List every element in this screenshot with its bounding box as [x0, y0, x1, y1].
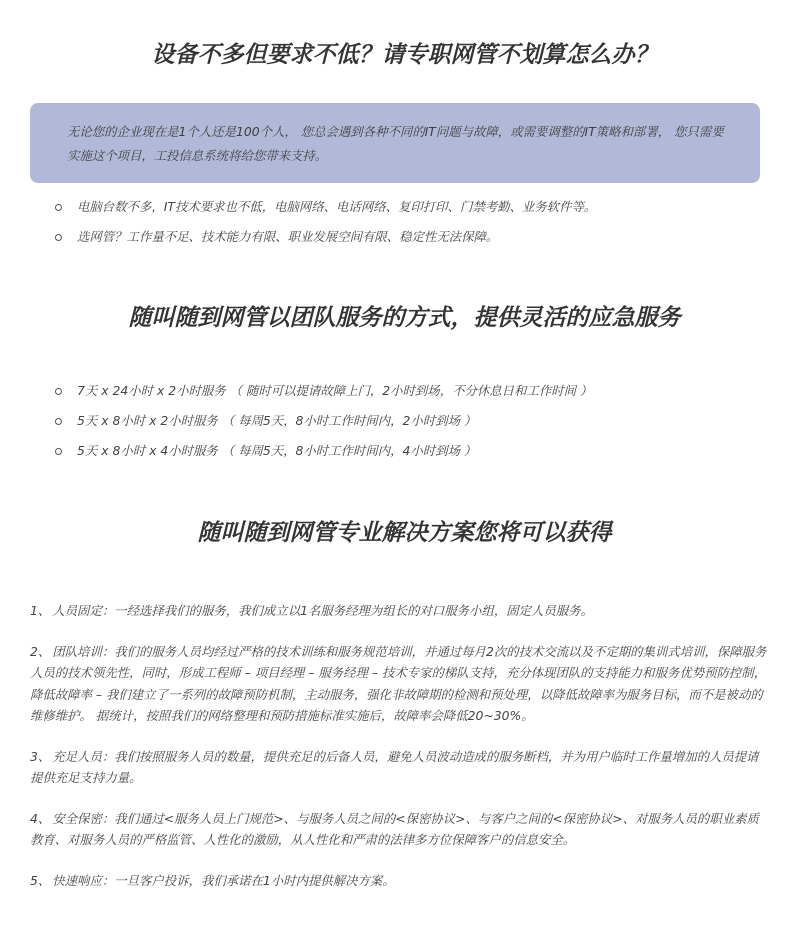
list-item [0, 376, 592, 406]
benefit-number: 1、 [30, 603, 51, 618]
benefit-paragraph [30, 808, 770, 851]
benefits-section [30, 600, 770, 910]
benefit-text: 人员固定：一经选择我们的服务，我们成立以1名服务经理为组长的对口服务小组，固定人员服务。 [52, 603, 593, 618]
benefit-number: 3、 [30, 748, 51, 764]
benefit-paragraph [30, 641, 770, 727]
intro-callout [30, 103, 760, 183]
list-item [0, 436, 592, 466]
benefit-number: 5、 [30, 872, 51, 888]
benefit-paragraph [30, 600, 770, 622]
heading-cheap-management: 设备不多但要求不低？请专职网管不划算怎么办？ [151, 42, 658, 68]
bullet-circle-icon [55, 234, 62, 241]
bullet-circle-icon [55, 204, 62, 211]
bullet-circle-icon [55, 388, 62, 395]
list-item-text: 电脑台数不多，IT技术要求也不低，电脑网络、电话网络、复印打印、门禁考勤、业务软件等。 [77, 199, 597, 214]
list-item-text: 7天 x 24小时 x 2小时服务 （ 随时可以提请故障上门，2小时到场，不分休息日和工作时间 ） [77, 383, 593, 398]
service-plan-list [0, 376, 592, 466]
benefit-number: 4、 [30, 810, 51, 826]
bullet-circle-icon [55, 448, 62, 455]
benefit-paragraph [30, 870, 770, 892]
benefit-paragraph [30, 746, 770, 789]
list-item [0, 406, 592, 436]
benefit-number: 2、 [30, 643, 51, 659]
list-item-text: 5天 x 8小时 x 4小时服务 （ 每周5天，8小时工作时间内，4小时到场 ） [77, 443, 477, 458]
list-item [0, 222, 596, 252]
bullet-circle-icon [55, 418, 62, 425]
benefit-text: 充足人员：我们按照服务人员的数量，提供充足的后备人员，避免人员波动造成的服务断档，并为用户临时工作量增加的人员提请提供充足支持力量。 [30, 748, 759, 785]
problem-list [0, 192, 596, 252]
list-item-text: 5天 x 8小时 x 2小时服务 （ 每周5天，8小时工作时间内，2小时到场 ） [77, 413, 477, 428]
list-item [0, 192, 596, 222]
intro-text: 无论您的企业现在是1个人还是100个人， 您总会遇到各种不同的IT问题与故障，或需要调整的IT策略和部署， 您只需要实施这个项目，工投信息系统将给您带来支持。 [67, 124, 724, 163]
list-item-text: 选网管？工作量不足、技术能力有限、职业发展空间有限、稳定性无法保障。 [77, 229, 499, 244]
heading-solution-benefits: 随叫随到网管专业解决方案您将可以获得 [197, 520, 612, 546]
heading-team-service: 随叫随到网管以团队服务的方式，提供灵活的应急服务 [128, 305, 681, 331]
benefit-text: 团队培训：我们的服务人员均经过严格的技术训练和服务规范培训，并通过每月2次的技术交流以及不定期的集训式培训，保障服务人员的技术领先性，同时，形成工程师 – 项目经理 – 服务经理 – 技术专家的梯队支持，充分体现团队的支持能力和服务优势预防控制，降低故障率 – 我们建立了一系列的故障预防机制，主动服务，强化非故障期的检测和预处理，以降低故障率为服务目标，而不是被动的维修维护。 据统计，按照我们的网络整理和预防措施标准实施后，故障率会降低20~30%。 [30, 643, 767, 723]
benefit-text: 安全保密：我们通过<服务人员上门规范>、与服务人员之间的<保密协议>、与客户之间的<保密协议>、对服务人员的职业素质教育、对服务人员的严格监管、人性化的激励，从人性化和严肃的法律多方位保障客户的信息安全。 [30, 810, 759, 847]
benefit-text: 快速响应：一旦客户投诉，我们承诺在1小时内提供解决方案。 [52, 872, 395, 888]
